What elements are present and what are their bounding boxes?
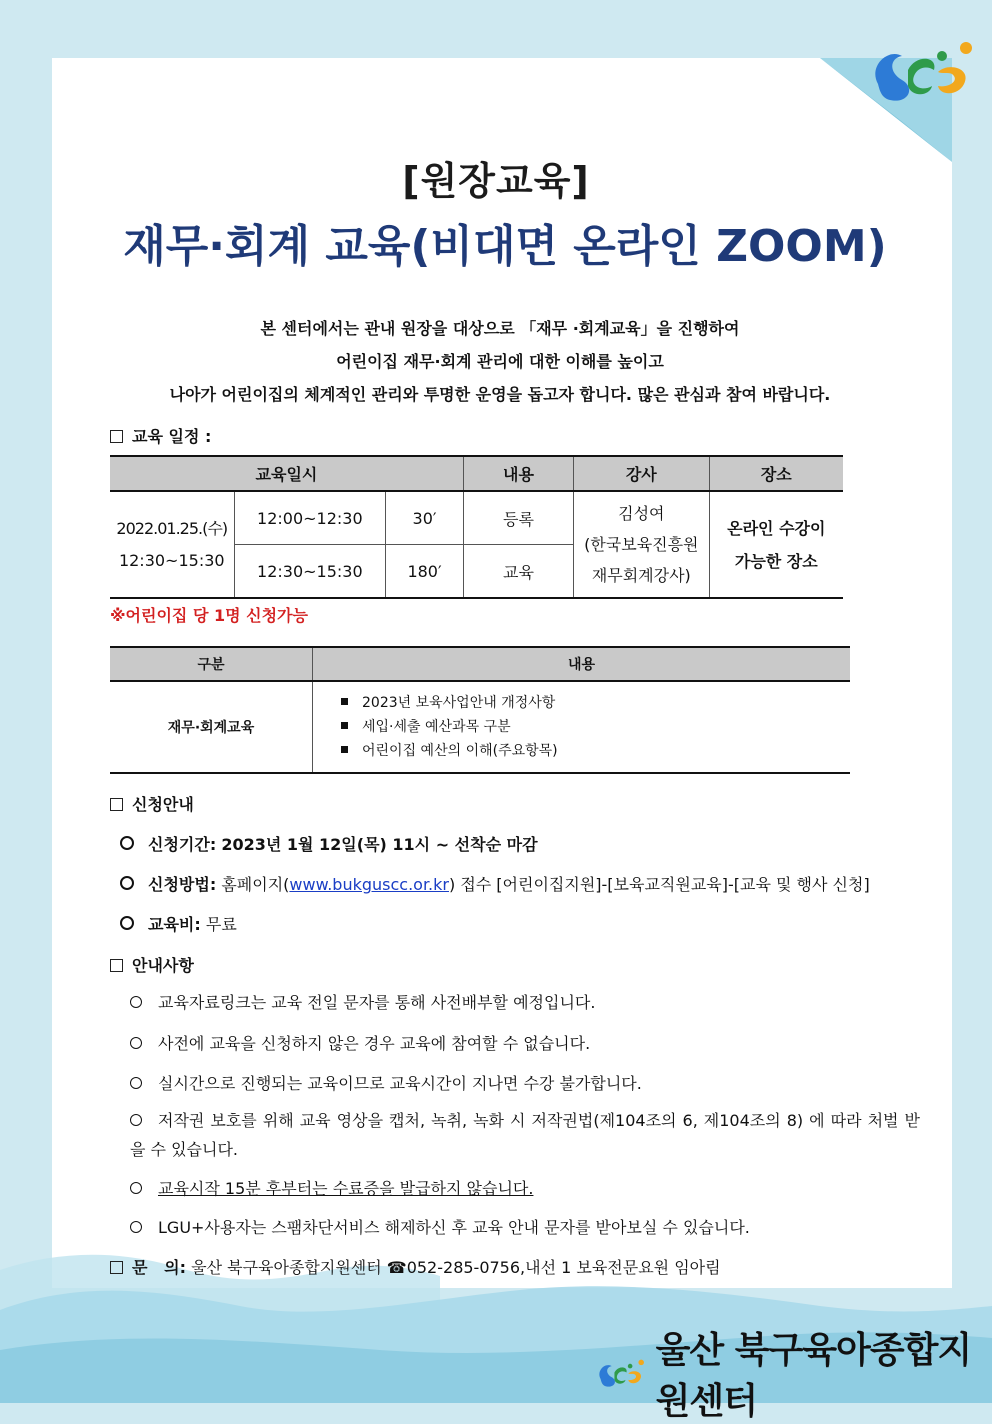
instructor-role: 재무회계강사) xyxy=(591,566,691,585)
checkbox-square-icon xyxy=(110,798,123,811)
bullet-square-icon xyxy=(341,722,348,729)
items-cell xyxy=(313,681,851,773)
bullet-circle-icon xyxy=(130,1114,142,1126)
place-line: 온라인 수강이 xyxy=(727,518,826,538)
date-cell xyxy=(110,491,234,598)
list-item: 2023년 보육사업안내 개정사항 xyxy=(341,691,849,715)
col-header-category: 구분 xyxy=(110,647,313,681)
apply-limit-note: ※어린이집 당 1명 신청가능 xyxy=(110,606,308,625)
place-line: 가능한 장소 xyxy=(734,551,818,571)
duration-cell: 180′ xyxy=(386,545,464,599)
col-header-place: 장소 xyxy=(709,456,843,491)
place-cell xyxy=(709,491,843,598)
checkbox-square-icon xyxy=(110,1261,123,1274)
title-top: [원장교육] xyxy=(402,159,590,203)
notice-item: 실시간으로 진행되는 교육이므로 교육시간이 지나면 수강 불가합니다. xyxy=(130,1069,920,1098)
bullet-circle-icon xyxy=(120,916,134,930)
center-logo-icon xyxy=(596,1350,648,1396)
center-logo-icon xyxy=(868,36,980,106)
bullet-square-icon xyxy=(341,746,348,753)
time-cell: 12:30~15:30 xyxy=(234,545,386,599)
bullet-circle-icon xyxy=(130,1182,142,1194)
date-text: 2022.01.25.(수) xyxy=(116,518,228,538)
curriculum-table xyxy=(110,646,850,774)
list-item: 어린이집 예산의 이해(주요항목) xyxy=(341,739,849,763)
application-fee: 교육비: 무료 xyxy=(120,912,237,935)
checkbox-square-icon xyxy=(110,959,123,972)
notice-item: LGU+사용자는 스팸차단서비스 해제하신 후 교육 안내 문자를 받아보실 수 있습니다. xyxy=(130,1213,920,1242)
intro-line: 나아가 어린이집의 체계적인 관리와 투명한 운영을 돕고자 합니다. 많은 관심과 참여 바랍니다. xyxy=(169,385,831,404)
bullet-circle-icon xyxy=(130,1077,142,1089)
intro-line: 어린이집 재무·회계 관리에 대한 이해를 높이고 xyxy=(336,352,664,371)
homepage-link[interactable]: www.bukguscc.or.kr xyxy=(289,875,449,894)
bullet-circle-icon xyxy=(130,1037,142,1049)
bullet-circle-icon xyxy=(120,876,134,890)
content-cell: 교육 xyxy=(463,545,573,599)
col-header-content: 내용 xyxy=(463,456,573,491)
date-time-text: 12:30~15:30 xyxy=(118,550,225,570)
intro-line: 본 센터에서는 관내 원장을 대상으로 「재무 ·회계교육」을 진행하여 xyxy=(260,319,740,338)
table-row xyxy=(110,681,850,773)
notice-item: 교육시작 15분 후부터는 수료증을 발급하지 않습니다. xyxy=(130,1174,920,1203)
notice-item: 사전에 교육을 신청하지 않은 경우 교육에 참여할 수 없습니다. xyxy=(130,1029,920,1058)
list-item: 세입·세출 예산과목 구분 xyxy=(341,715,849,739)
schedule-heading: 교육 일정 : xyxy=(110,424,211,447)
footer-logo xyxy=(596,1322,992,1424)
bullet-circle-icon xyxy=(120,836,134,850)
instructor-name: 김성여 xyxy=(618,504,665,523)
schedule-table xyxy=(110,455,843,599)
col-header-datetime: 교육일시 xyxy=(110,456,463,491)
application-method: 신청방법: 홈페이지(www.bukguscc.or.kr) 접수 [어린이집지원]-[보육교직원교육]-[교육 및 행사 신청] xyxy=(120,872,870,895)
bullet-square-icon xyxy=(341,698,348,705)
application-heading: 신청안내 xyxy=(110,792,194,815)
table-row xyxy=(110,491,843,545)
content-cell: 등록 xyxy=(463,491,573,545)
col-header-instructor: 강사 xyxy=(574,456,710,491)
title-main: 재무·회계 교육(비대면 온라인 ZOOM) xyxy=(123,221,887,272)
checkbox-square-icon xyxy=(110,430,123,443)
table-header-row xyxy=(110,456,843,491)
intro-text xyxy=(0,312,992,411)
instructor-org: (한국보육진흥원 xyxy=(584,535,699,554)
inquiry: 문 의: 울산 북구육아종합지원센터 ☎052-285-0756,내선 1 보육전문요원 임아림 xyxy=(110,1255,721,1278)
application-period: 신청기간: 2023년 1월 12일(목) 11시 ~ 선착순 마감 xyxy=(120,832,538,855)
bullet-circle-icon xyxy=(130,996,142,1008)
col-header-content: 내용 xyxy=(313,647,851,681)
category-cell: 재무·회계교육 xyxy=(110,681,313,773)
time-cell: 12:00~12:30 xyxy=(234,491,386,545)
table-header-row xyxy=(110,647,850,681)
center-name: 울산 북구육아종합지원센터 xyxy=(655,1330,972,1422)
notice-item: 교육자료링크는 교육 전일 문자를 통해 사전배부할 예정입니다. xyxy=(130,988,920,1017)
notices-heading: 안내사항 xyxy=(110,953,194,976)
duration-cell: 30′ xyxy=(386,491,464,545)
notice-item: 저작권 보호를 위해 교육 영상을 캡처, 녹취, 녹화 시 저작권법(제104조의 6, 제104조의 8) 에 따라 처벌 받을 수 있습니다. xyxy=(130,1111,920,1159)
instructor-cell xyxy=(574,491,710,598)
